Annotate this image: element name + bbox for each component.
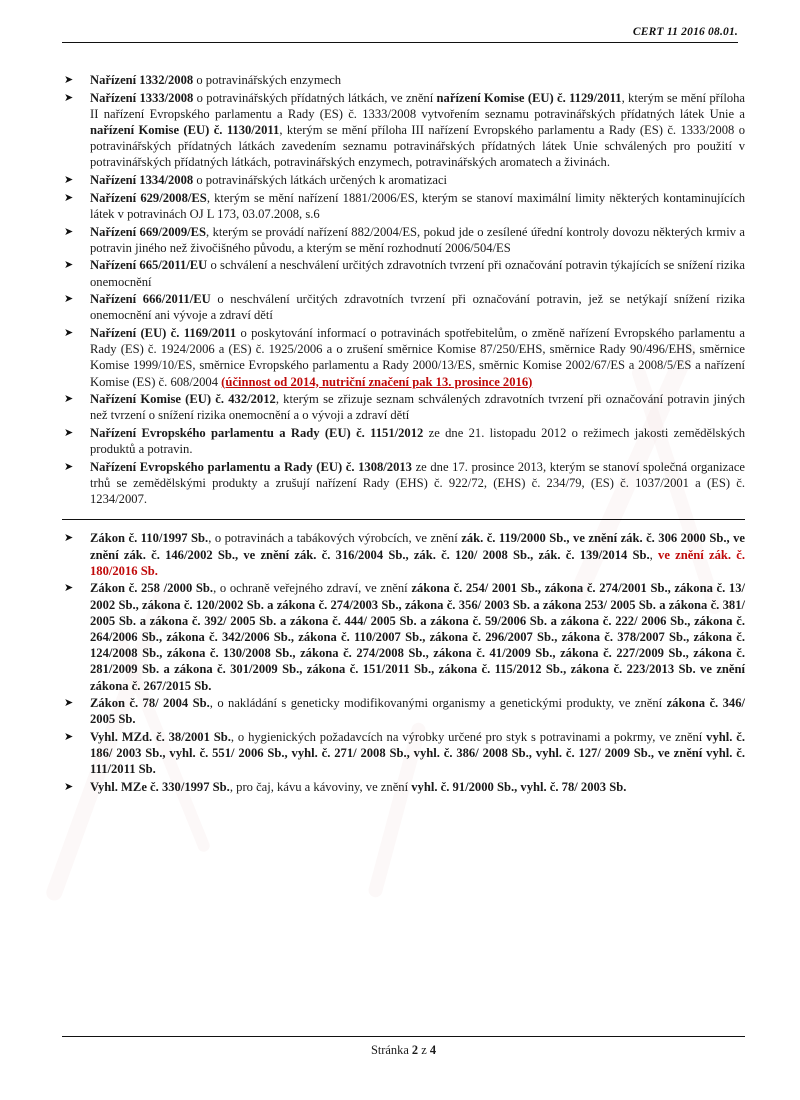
list-item (62, 391, 745, 423)
list-item (62, 257, 745, 289)
arrow-bullet-icon: ➤ (64, 426, 74, 440)
text-plain: ze dne 17. prosince 2013, kterým se stanoví společná organizace trhů se zemědělskými produkty a zrušují nařízení Rady (EHS) č. 922/72, (EHS) č. 234/79, (ES) č. 1037/2001 a (ES) č. 1234/2007. (90, 459, 746, 507)
czech-laws-list (62, 530, 745, 795)
text-plain: o poskytování informací o potravinách spotřebitelům, o změně nařízení Evropského parlamentu a Rady (ES) č. 1924/2006 a (ES) č. 1925/2006 a o zrušení směrnice Komise 87/250/EHS, směrnice Rady 90/496/EHS, směrnice Komise 1999/10/ES, směrnice Evropského parlamentu a Rady 2000/13/ES, směrnic Komise 2002/67/ES a 2008/5/ES a nařízení Komise (ES) č. 608/2004 (90, 326, 745, 389)
footer-current-page: 2 (411, 1043, 419, 1057)
text-plain: o schválení a neschválení určitých zdravotních tvrzení při označování potravin týkajících se snížení rizika onemocnění (90, 258, 745, 289)
text-plain: o potravinářských látkách určených k aromatizaci (193, 173, 448, 188)
text-bold: nařízení Komise (EU) č. 1129/2011 (436, 90, 622, 105)
document-body (62, 72, 745, 797)
text-bold: Nařízení 665/2011/EU (90, 258, 208, 273)
list-item (62, 580, 745, 693)
text-plain: o potravinářských přídatných látkách, ve znění (193, 90, 437, 105)
list-item (62, 530, 745, 579)
text-plain: , kterým se mění příloha II nařízení Evropského parlamentu a Rady (ES) č. 1333/2008 vytvořením seznamu potravinářských přídatných látek Unie a (90, 90, 746, 121)
arrow-bullet-icon: ➤ (64, 459, 74, 473)
list-item (62, 72, 745, 88)
list-item (62, 325, 745, 390)
text-bold: vyhl. č. 186/ 2003 Sb., vyhl. č. 551/ 2006 Sb., vyhl. č. 271/ 2008 Sb., vyhl. č. 386/ 2008 Sb., vyhl. č. 127/ 2009 Sb., ve znění vyhl. č. 111/2011 Sb. (90, 730, 745, 777)
page-header (62, 26, 738, 43)
text-bold: Nařízení 629/2008/ES (90, 190, 207, 205)
footer-prefix: Stránka (370, 1043, 412, 1057)
footer-total-pages: 4 (429, 1043, 437, 1057)
text-plain: , o ochraně veřejného zdraví, ve znění (213, 581, 412, 596)
text-plain: , o hygienických požadavcích na výrobky určené pro styk s potravinami a pokrmy, ve znění (230, 730, 707, 745)
text-bold: zákona č. 346/ 2005 Sb. (90, 696, 745, 727)
list-item (62, 695, 745, 727)
text-plain: , pro čaj, kávu a kávoviny, ve znění (229, 780, 412, 795)
list-item (62, 90, 745, 171)
list-item (62, 779, 745, 795)
text-bold: zákona č. 254/ 2001 Sb., zákona č. 274/2001 Sb., zákona č. 13/ 2002 Sb., zákona č. 120/2002 Sb. a zákona č. 274/2003 Sb., zákona č. 356/ 2003 Sb. a zákona 253/ 2005 Sb. a zákona č. 381/ 2005 Sb. a zákona č. 392/ 2005 Sb. a zákona č. 444/ 2005 Sb. a zákona č. 59/2006 Sb. a zákona č. 222/ 2006 Sb., zákona č. 264/2006 Sb., zákona č. 342/2006 Sb., zákona č. 110/2007 Sb., zákona č. 296/2007 Sb., zákona č. 378/2007 Sb., zákona č. 124/2008 Sb., zákona č. 130/2008 Sb., zákona č. 274/2008 Sb., zákona č. 41/2009 Sb., zákona č. 227/2009 Sb., zákona č. 281/2009 Sb. a zákona č. 301/2009 Sb., zákona č. 151/2011 Sb., zákona č. 115/2012 Sb., zákona č. 223/2013 Sb. ve znění zákona č. 267/2015 Sb. (90, 581, 746, 693)
text-plain: ze dne 21. listopadu 2012 o režimech jakosti zemědělských produktů a potravin. (90, 426, 745, 457)
arrow-bullet-icon: ➤ (64, 392, 74, 406)
list-item (62, 291, 745, 323)
arrow-bullet-icon: ➤ (64, 292, 74, 306)
list-item (62, 172, 745, 188)
arrow-bullet-icon: ➤ (64, 258, 74, 272)
text-plain: , o potravinách a tabákových výrobcích, ve znění (208, 531, 462, 546)
arrow-bullet-icon: ➤ (64, 326, 74, 340)
footer-middle: z (418, 1043, 430, 1057)
text-bold: Zákon č. 110/1997 Sb. (90, 531, 209, 546)
text-plain: , o nakládání s geneticky modifikovanými organismy a genetickými produkty, ve znění (209, 696, 667, 711)
arrow-bullet-icon: ➤ (64, 696, 74, 710)
header-divider (62, 42, 738, 43)
text-plain: , kterým se zřizuje seznam schválených zdravotních tvrzení při označování potravin jiných než tvrzení o snížení rizika onemocnění a o vývoji a zdraví dětí (90, 392, 745, 423)
text-plain: o potravinářských enzymech (193, 73, 342, 87)
text-bold: Nařízení Komise (EU) č. 432/2012 (90, 392, 276, 407)
arrow-bullet-icon: ➤ (64, 224, 74, 238)
arrow-bullet-icon: ➤ (64, 173, 74, 187)
text-bold: Nařízení 1333/2008 (90, 90, 194, 105)
text-plain: , kterým se mění příloha III nařízení Evropského parlamentu a Rady (ES) č. 1333/2008 o potravinářských přídatných látkách zavedením seznamu potravinářských přídatných látek Unie schválených pro použití v potravinářských přídatných látkách, potravinářských enzymech, potravinářských aromatech a živinách. (90, 123, 746, 170)
text-red-bold: ve znění zák. č. 180/2016 Sb. (90, 547, 746, 578)
text-bold: Nařízení 1334/2008 (90, 173, 194, 188)
text-bold: nařízení Komise (EU) č. 1130/2011 (90, 123, 280, 138)
list-item (62, 729, 745, 778)
text-plain: , (649, 547, 659, 562)
footer-divider (62, 1036, 745, 1037)
text-plain: , kterým se mění nařízení 1881/2006/ES, kterým se stanoví maximální limity některých kontaminujících látek v potravinách OJ L 173, 03.07.2008, s.6 (90, 190, 746, 221)
text-bold: zák. č. 119/2000 Sb., ve znění zák. č. 306 2000 Sb., ve znění zák. č. 146/2002 Sb., ve znění zák. č. 316/2004 Sb., zák. č. 120/ 2008 Sb., zák. č. 139/2014 Sb. (90, 531, 745, 562)
text-bold: Nařízení Evropského parlamentu a Rady (EU) č. 1308/2013 (90, 459, 412, 474)
arrow-bullet-icon: ➤ (64, 531, 74, 545)
text-bold: Zákon č. 258 /2000 Sb. (90, 581, 214, 596)
text-bold: Nařízení 669/2009/ES (90, 224, 207, 239)
arrow-bullet-icon: ➤ (64, 730, 74, 744)
text-plain: o neschválení určitých zdravotních tvrzení při označování potravin, jež se netýkají snížení rizika onemocnění ani vývoje a zdraví dětí (90, 292, 745, 323)
text-bold: vyhl. č. 91/2000 Sb., vyhl. č. 78/ 2003 Sb. (411, 780, 627, 795)
text-bold: Nařízení 666/2011/EU (90, 292, 211, 307)
eu-regulations-list (62, 72, 745, 507)
text-red-underline: (účinnost od 2014, nutriční značení pak 13. prosince 2016) (221, 374, 533, 389)
list-item (62, 425, 745, 457)
section-divider (62, 519, 745, 520)
text-plain: , kterým se provádí nařízení 882/2004/ES, pokud jde o zesílené úřední kontroly dovozu některých krmiv a potravin jiného než živočišného původu, a kterým se mění rozhodnutí 2006/504/ES (90, 224, 745, 255)
text-bold: Nařízení (EU) č. 1169/2011 (90, 326, 237, 341)
text-bold: Vyhl. MZe č. 330/1997 Sb. (90, 780, 230, 795)
list-item (62, 459, 745, 508)
arrow-bullet-icon: ➤ (64, 780, 74, 794)
header-document-code: CERT 11 2016 08.01. (632, 26, 738, 38)
list-item (62, 190, 745, 222)
text-bold: Vyhl. MZd. č. 38/2001 Sb. (90, 730, 231, 745)
text-bold: Zákon č. 78/ 2004 Sb. (90, 696, 210, 711)
arrow-bullet-icon: ➤ (64, 581, 74, 595)
arrow-bullet-icon: ➤ (64, 90, 74, 104)
page-number-label (62, 1043, 745, 1058)
text-bold: Nařízení Evropského parlamentu a Rady (EU) č. 1151/2012 (90, 426, 424, 441)
arrow-bullet-icon: ➤ (64, 73, 74, 86)
arrow-bullet-icon: ➤ (64, 190, 74, 204)
text-bold: Nařízení 1332/2008 (90, 73, 194, 87)
list-item (62, 224, 745, 256)
page-footer (62, 1036, 745, 1058)
